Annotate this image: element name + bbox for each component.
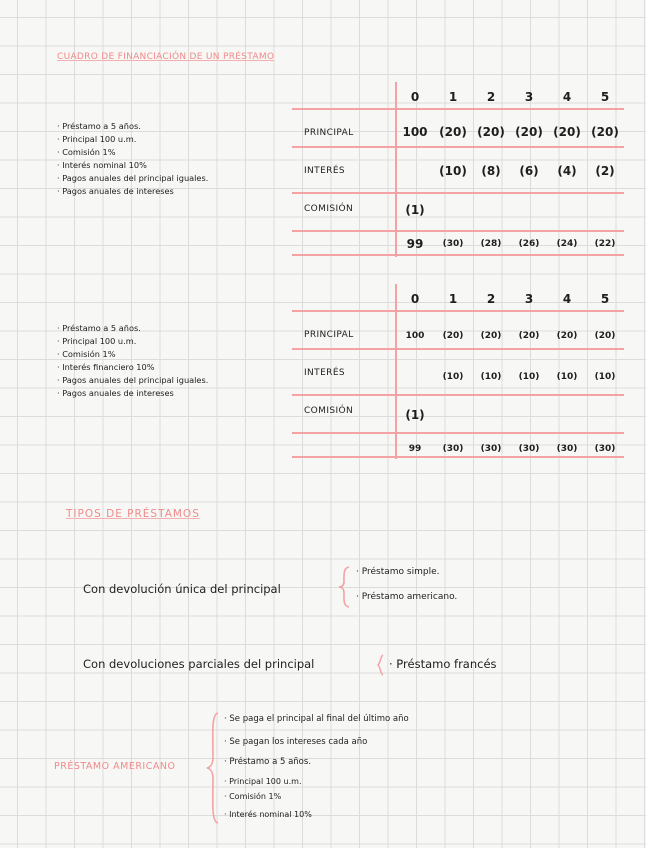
table-cell: (10) xyxy=(439,164,467,178)
table-line xyxy=(292,394,624,396)
table-line xyxy=(292,254,624,256)
table-header: 5 xyxy=(600,292,610,306)
table-header: 3 xyxy=(524,90,534,104)
bullet-item: · Pagos anuales del principal iguales. xyxy=(57,375,209,385)
table-total-cell: (30) xyxy=(442,239,464,249)
row-label-comision: COMISIÓN xyxy=(304,406,354,416)
loan-type-item: · Préstamo francés xyxy=(389,657,497,671)
table-cell: (20) xyxy=(553,125,581,139)
table-cell: (10) xyxy=(594,372,616,382)
row-label-principal: PRINCIPAL xyxy=(304,128,354,138)
row-label-comision: COMISIÓN xyxy=(304,204,354,214)
table-header: 4 xyxy=(562,292,572,306)
table-line xyxy=(292,310,624,312)
table-total-cell: (30) xyxy=(594,444,616,454)
table-total-cell: (30) xyxy=(518,444,540,454)
american-loan-item: · Interés nominal 10% xyxy=(224,810,312,819)
american-loan-item: · Comisión 1% xyxy=(224,792,282,801)
bullet-item: · Préstamo a 5 años. xyxy=(57,323,141,333)
table-line xyxy=(292,432,624,434)
bullet-item: · Comisión 1% xyxy=(57,147,116,157)
bullet-item: · Principal 100 u.m. xyxy=(57,134,137,144)
table-header: 4 xyxy=(562,90,572,104)
brace-icon xyxy=(338,566,352,608)
table-cell: (10) xyxy=(518,372,540,382)
financing-table-2 xyxy=(292,284,624,459)
american-loan-item: · Préstamo a 5 años. xyxy=(224,757,312,767)
table-total-cell: (30) xyxy=(556,444,578,454)
loan-type-item: · Préstamo simple. xyxy=(356,567,440,577)
bullet-item: · Pagos anuales de intereses xyxy=(57,388,174,398)
table-cell: 100 xyxy=(405,331,425,341)
table-cell: (2) xyxy=(595,164,615,178)
section1-bullets xyxy=(57,120,208,198)
table-header: 1 xyxy=(448,90,458,104)
table-cell: (20) xyxy=(477,125,505,139)
table-header: 5 xyxy=(600,90,610,104)
table-header: 0 xyxy=(410,90,420,104)
table-total-cell: 99 xyxy=(406,237,424,251)
table-cell: (1) xyxy=(405,203,425,217)
table-total-cell: (22) xyxy=(594,239,616,249)
table-cell: (1) xyxy=(405,408,425,422)
table-cell: 100 xyxy=(402,125,428,139)
table-cell: (20) xyxy=(518,331,540,341)
table-cell: (20) xyxy=(594,331,616,341)
table-line xyxy=(292,456,624,458)
table-cell: (8) xyxy=(481,164,501,178)
table-header: 2 xyxy=(486,292,496,306)
table-cell: (10) xyxy=(442,372,464,382)
table-cell: (20) xyxy=(591,125,619,139)
table-total-cell: (24) xyxy=(556,239,578,249)
table-total-cell: (28) xyxy=(480,239,502,249)
american-loan-item: · Se paga el principal al final del último año xyxy=(224,714,409,724)
table-header: 1 xyxy=(448,292,458,306)
loan-type-partial-repayment: Con devoluciones parciales del principal xyxy=(83,657,315,671)
section2-bullets xyxy=(57,322,208,400)
section1-title: CUADRO DE FINANCIACIÓN DE UN PRÉSTAMO xyxy=(57,52,275,62)
table-total-cell: 99 xyxy=(408,444,422,454)
row-label-interes: INTERÉS xyxy=(304,166,346,176)
american-loan-title: PRÉSTAMO AMERICANO xyxy=(54,761,176,772)
american-loan-item: · Se pagan los intereses cada año xyxy=(224,737,368,747)
american-loan-item: · Principal 100 u.m. xyxy=(224,777,302,786)
loan-type-item: · Préstamo americano. xyxy=(356,592,458,602)
table-total-cell: (30) xyxy=(442,444,464,454)
table-line xyxy=(292,348,624,350)
table-header: 2 xyxy=(486,90,496,104)
row-label-interes: INTERÉS xyxy=(304,368,346,378)
table-line xyxy=(292,230,624,232)
brace-icon xyxy=(206,712,220,824)
bullet-item: · Interés nominal 10% xyxy=(57,160,147,170)
bullet-item: · Préstamo a 5 años. xyxy=(57,121,141,131)
table-line xyxy=(292,146,624,148)
table-cell: (6) xyxy=(519,164,539,178)
bullet-item: · Pagos anuales del principal iguales. xyxy=(57,173,209,183)
bullet-item: · Principal 100 u.m. xyxy=(57,336,137,346)
table-cell: (20) xyxy=(556,331,578,341)
table-line xyxy=(292,192,624,194)
table-total-cell: (26) xyxy=(518,239,540,249)
table-cell: (20) xyxy=(442,331,464,341)
table-cell: (10) xyxy=(556,372,578,382)
bullet-item: · Pagos anuales de intereses xyxy=(57,186,174,196)
table-header: 3 xyxy=(524,292,534,306)
table-line xyxy=(292,108,624,110)
row-label-principal: PRINCIPAL xyxy=(304,330,354,340)
brace-icon xyxy=(377,654,385,676)
table-cell: (20) xyxy=(439,125,467,139)
bullet-item: · Comisión 1% xyxy=(57,349,116,359)
section3-title: TIPOS DE PRÉSTAMOS xyxy=(66,508,200,520)
financing-table-1 xyxy=(292,82,624,257)
loan-type-single-repayment: Con devolución única del principal xyxy=(83,582,281,596)
table-total-cell: (30) xyxy=(480,444,502,454)
bullet-item: · Interés financiero 10% xyxy=(57,362,155,372)
table-header: 0 xyxy=(410,292,420,306)
table-cell: (10) xyxy=(480,372,502,382)
table-cell: (20) xyxy=(480,331,502,341)
table-cell: (4) xyxy=(557,164,577,178)
table-cell: (20) xyxy=(515,125,543,139)
